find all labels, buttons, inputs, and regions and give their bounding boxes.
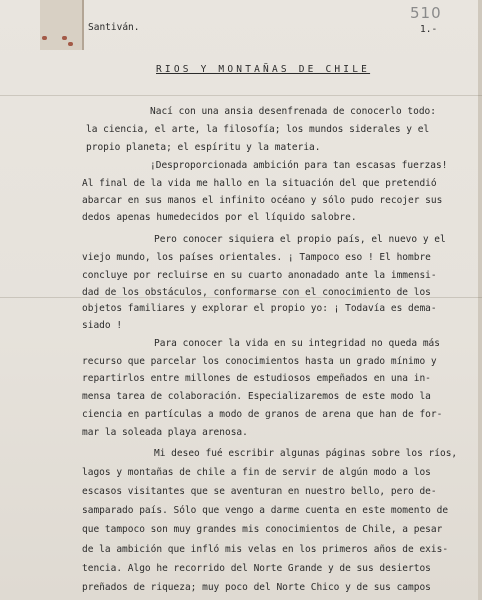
text-line: Pero conocer siquiera el propio país, el nuevo y el [154, 234, 446, 245]
text-line: preñados de riqueza; muy poco del Norte Chico y de sus campos [82, 582, 431, 593]
text-line: tencia. Algo he recorrido del Norte Grande y de sus desiertos [82, 563, 431, 574]
text-line: abarcar en sus manos el infinito océano y sólo pudo recojer sus [82, 195, 443, 206]
paper-crease [0, 95, 482, 96]
text-line: de la ambición que infló mis velas en los primeros años de exis- [82, 544, 449, 555]
stain-mark [62, 36, 67, 40]
text-line: objetos familiares y explorar el propio yo: ¡ Todavía es dema- [82, 303, 437, 314]
text-line: repartirlos entre millones de estudiosos empeñados en una in- [82, 373, 431, 384]
text-line: siado ! [82, 320, 123, 331]
paper-tape-mark [40, 0, 84, 50]
page-edge [478, 0, 482, 600]
document-title: RIOS Y MONTAÑAS DE CHILE [156, 64, 371, 75]
text-line: mensa tarea de colaboración. Especializaremos de este modo la [82, 391, 431, 402]
text-line: la ciencia, el arte, la filosofía; los mundos siderales y el [86, 124, 430, 135]
page-number: 1.- [420, 24, 438, 35]
stain-mark [68, 42, 73, 46]
text-line: lagos y montañas de chile a fin de servir de algún modo a los [82, 467, 431, 478]
text-line: Nací con una ansia desenfrenada de conocerlo todo: [150, 106, 436, 117]
text-line: recurso que parcelar los conocimientos hasta un grado mínimo y [82, 356, 437, 367]
text-line: dedos apenas humedecidos por el líquido salobre. [82, 212, 357, 223]
text-line: Al final de la vida me hallo en la situación del que pretendió [82, 178, 437, 189]
text-line: concluye por recluirse en su cuarto anonadado ante la immensi- [82, 270, 437, 281]
text-line: escasos visitantes que se aventuran en nuestro bello, pero de- [82, 486, 437, 497]
text-line: que tampoco son muy grandes mis conocimientos de Chile, a pesar [82, 524, 443, 535]
text-line: samparado país. Sólo que vengo a darme cuenta en este momento de [82, 505, 449, 516]
text-line: Para conocer la vida en su integridad no queda más [154, 338, 440, 349]
author-name: Santiván. [88, 22, 140, 33]
text-line: ciencia en partículas a modo de granos de arena que han de for- [82, 409, 443, 420]
text-line: Mi deseo fué escribir algunas páginas sobre los ríos, [154, 448, 458, 459]
text-line: viejo mundo, los países orientales. ¡ Tampoco eso ! El hombre [82, 252, 431, 263]
text-line: propio planeta; el espíritu y la materia. [86, 142, 321, 153]
text-line: mar la soleada playa arenosa. [82, 427, 248, 438]
text-line: ¡Desproporcionada ambición para tan escasas fuerzas! [150, 160, 448, 171]
archive-number: 510 [410, 4, 442, 22]
stain-mark [42, 36, 47, 40]
text-line: dad de los obstáculos, conformarse con el conocimiento de los [82, 287, 431, 298]
